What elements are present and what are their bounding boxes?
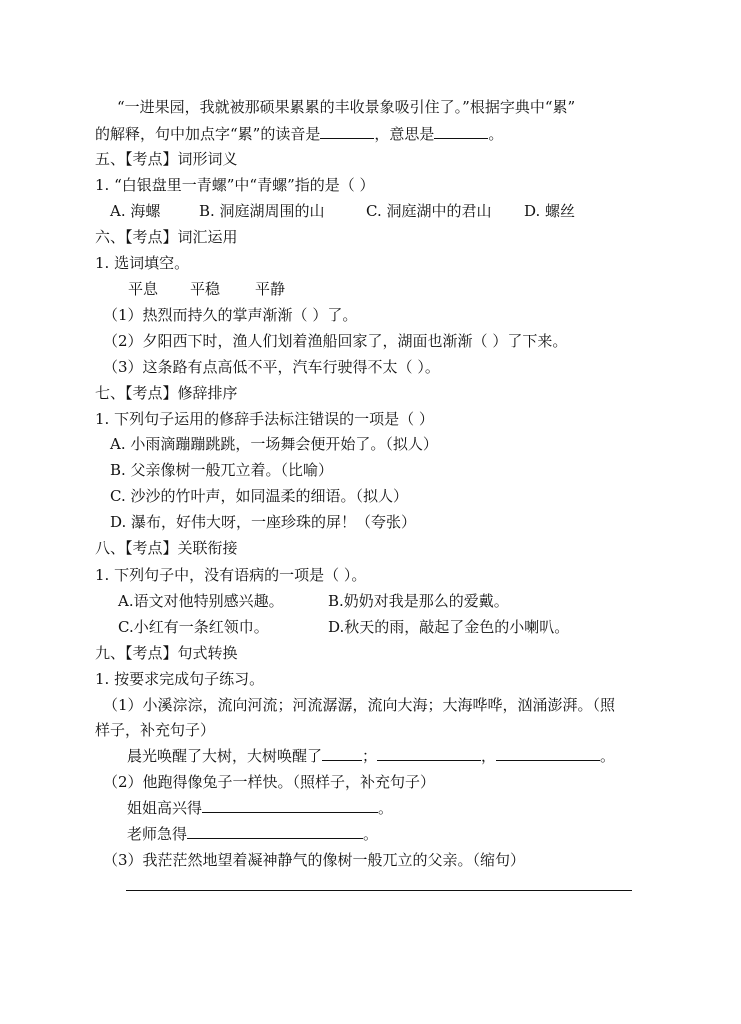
section-5-question-1: 1. “白银盘里一青螺”中“青螺”指的是（ ） — [95, 176, 375, 194]
sentence-item-3-line-1: （3）我茫茫然地望着凝神静气的像树一般兀立的父亲。（缩句） — [103, 851, 526, 869]
answer-prompt: 晨光唤醒了大树，大树唤醒了 — [127, 747, 323, 765]
rhetoric-option-c: C. 沙沙的竹叶声，如同温柔的细语。（拟人） — [110, 487, 408, 505]
intro-text-a: 的解释，句中加点字“累”的读音是 — [95, 125, 321, 143]
section-5-heading: 五、【考点】词形词义 — [95, 150, 238, 168]
rhetoric-option-d: D. 瀑布，好伟大呀，一座珍珠的屏！（夸张） — [110, 513, 417, 531]
fill-item-2: （2）夕阳西下时，渔人们划着渔船回家了，湖面也渐渐（ ）了下来。 — [103, 332, 568, 350]
option-a: A. 海螺 — [110, 202, 161, 220]
option-c: C. 洞庭湖中的君山 — [366, 202, 492, 220]
rhetoric-option-a: A. 小雨滴蹦蹦跳跳，一场舞会便开始了。（拟人） — [110, 435, 438, 453]
sentence-item-1-line-1: （1）小溪淙淙，流向河流；河流潺潺，流向大海；大海哗哗，汹涌澎湃。（照 — [103, 696, 616, 714]
teacher-blank[interactable] — [187, 824, 363, 839]
period: 。 — [378, 799, 394, 817]
period: 。 — [600, 747, 616, 765]
period: 。 — [363, 825, 379, 843]
sister-blank[interactable] — [202, 798, 378, 813]
section-8-question-1: 1. 下列句子中，没有语病的一项是（ ）。 — [95, 566, 367, 584]
intro-line-1: “一进果园，我就被那硕果累累的丰收景象吸引住了。”根据字典中“累” — [117, 98, 576, 116]
answer-blank-3[interactable] — [496, 746, 600, 761]
word-choice-2: 平稳 — [190, 280, 221, 298]
intro-text-c: 。 — [488, 125, 504, 143]
answer-blank-2[interactable] — [377, 746, 481, 761]
section-6-question-1: 1. 选词填空。 — [95, 254, 190, 272]
rhetoric-option-b: B. 父亲像树一般兀立着。（比喻） — [110, 461, 334, 479]
grammar-option-b: B.奶奶对我是那么的爱戴。 — [328, 592, 509, 610]
shorten-sentence-answer-line[interactable] — [126, 890, 632, 891]
option-d: D. 螺丝 — [524, 202, 576, 220]
word-choice-1: 平息 — [128, 280, 159, 298]
sentence-item-1-answer — [127, 746, 615, 766]
section-7-question-1: 1. 下列句子运用的修辞手法标注错误的一项是（ ） — [95, 410, 434, 428]
sentence-item-2-line-1: （2）他跑得像兔子一样快。（照样子，补充句子） — [103, 773, 436, 791]
sister-prompt: 姐姐高兴得 — [127, 799, 203, 817]
grammar-option-c: C.小红有一条红领巾。 — [118, 618, 269, 636]
section-9-heading: 九、【考点】句式转换 — [95, 644, 238, 662]
sentence-item-2-answer-a — [127, 798, 393, 818]
grammar-option-d: D.秋天的雨，敲起了金色的小喇叭。 — [328, 618, 570, 636]
semicolon: ； — [362, 747, 378, 765]
word-choice-3: 平静 — [255, 280, 286, 298]
teacher-prompt: 老师急得 — [127, 825, 188, 843]
meaning-blank[interactable] — [434, 124, 488, 139]
section-7-heading: 七、【考点】修辞排序 — [95, 384, 238, 402]
intro-text-b: ，意思是 — [374, 125, 435, 143]
comma: ， — [481, 747, 497, 765]
fill-item-1: （1）热烈而持久的掌声渐渐（ ）了。 — [103, 306, 358, 324]
section-6-heading: 六、【考点】词汇运用 — [95, 228, 238, 246]
section-9-question-1: 1. 按要求完成句子练习。 — [95, 670, 265, 688]
pronunciation-blank[interactable] — [320, 124, 374, 139]
section-8-heading: 八、【考点】关联衔接 — [95, 539, 238, 557]
sentence-item-1-line-2: 样子，补充句子） — [95, 721, 216, 739]
answer-blank-1[interactable] — [322, 746, 362, 761]
intro-line-2 — [95, 124, 503, 144]
grammar-option-a: A.语文对他特别感兴趣。 — [118, 592, 284, 610]
sentence-item-2-answer-b — [127, 824, 378, 844]
option-b: B. 洞庭湖周围的山 — [199, 202, 325, 220]
fill-item-3: （3）这条路有点高低不平，汽车行驶得不太（ ）。 — [103, 358, 440, 376]
